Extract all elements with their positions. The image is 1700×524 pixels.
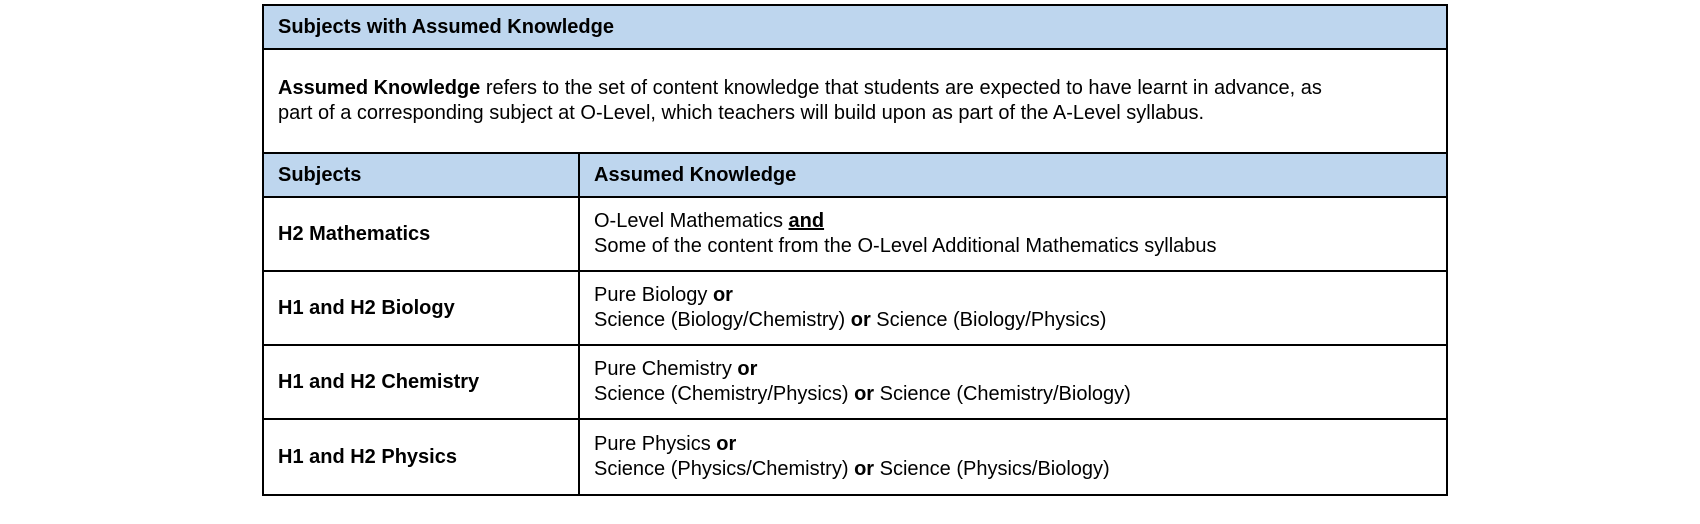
subject-cell: H1 and H2 Biology	[263, 271, 579, 345]
definition-term: Assumed Knowledge	[278, 77, 481, 99]
knowledge-text: Science (Chemistry/Physics)	[594, 383, 855, 405]
connector-or: or	[737, 358, 758, 380]
definition-line-1	[278, 76, 1432, 101]
table-row	[263, 197, 1447, 271]
subject-cell: H1 and H2 Physics	[263, 419, 579, 495]
knowledge-text: Pure Biology	[594, 284, 713, 306]
knowledge-text: Pure Chemistry	[594, 358, 738, 380]
definition-row	[263, 49, 1447, 153]
subject-cell: H1 and H2 Chemistry	[263, 345, 579, 419]
knowledge-cell	[579, 197, 1447, 271]
knowledge-line-2	[594, 457, 1432, 482]
knowledge-text: Science (Physics/Chemistry)	[594, 458, 855, 480]
definition-text-2: part of a corresponding subject at O-Level, which teachers will build upon as part of the A-Level syllabus.	[278, 102, 1205, 124]
connector-or: or	[854, 458, 875, 480]
knowledge-line-2	[594, 308, 1432, 333]
knowledge-cell	[579, 345, 1447, 419]
knowledge-line-1	[594, 432, 1432, 457]
connector-or: or	[712, 284, 733, 306]
header-assumed-knowledge: Assumed Knowledge	[579, 153, 1447, 197]
knowledge-line-1	[594, 283, 1432, 308]
connector-or: or	[854, 383, 875, 405]
title-row	[263, 5, 1447, 49]
knowledge-line-2: Some of the content from the O-Level Additional Mathematics syllabus	[594, 235, 1217, 257]
knowledge-cell	[579, 271, 1447, 345]
knowledge-line-2	[594, 382, 1432, 407]
assumed-knowledge-table	[262, 4, 1448, 496]
knowledge-text: Science (Chemistry/Biology)	[874, 383, 1131, 405]
table-row	[263, 419, 1447, 495]
header-subjects: Subjects	[263, 153, 579, 197]
knowledge-text: Science (Physics/Biology)	[874, 458, 1110, 480]
table-title: Subjects with Assumed Knowledge	[263, 5, 1447, 49]
column-header-row	[263, 153, 1447, 197]
definition-cell	[263, 49, 1447, 153]
knowledge-line-1	[594, 209, 1432, 234]
knowledge-text: Pure Physics	[594, 433, 717, 455]
table-row	[263, 345, 1447, 419]
knowledge-line-1	[594, 357, 1432, 382]
knowledge-text: Science (Biology/Physics)	[870, 309, 1107, 331]
subject-cell: H2 Mathematics	[263, 197, 579, 271]
connector-or: or	[716, 433, 737, 455]
table-row	[263, 271, 1447, 345]
knowledge-text: Science (Biology/Chemistry)	[594, 309, 851, 331]
knowledge-cell	[579, 419, 1447, 495]
definition-text-1: refers to the set of content knowledge that students are expected to have learnt in advance, as	[480, 77, 1322, 99]
connector-or: or	[850, 309, 871, 331]
knowledge-text: O-Level Mathematics	[594, 210, 789, 232]
connector-and: and	[788, 210, 825, 232]
